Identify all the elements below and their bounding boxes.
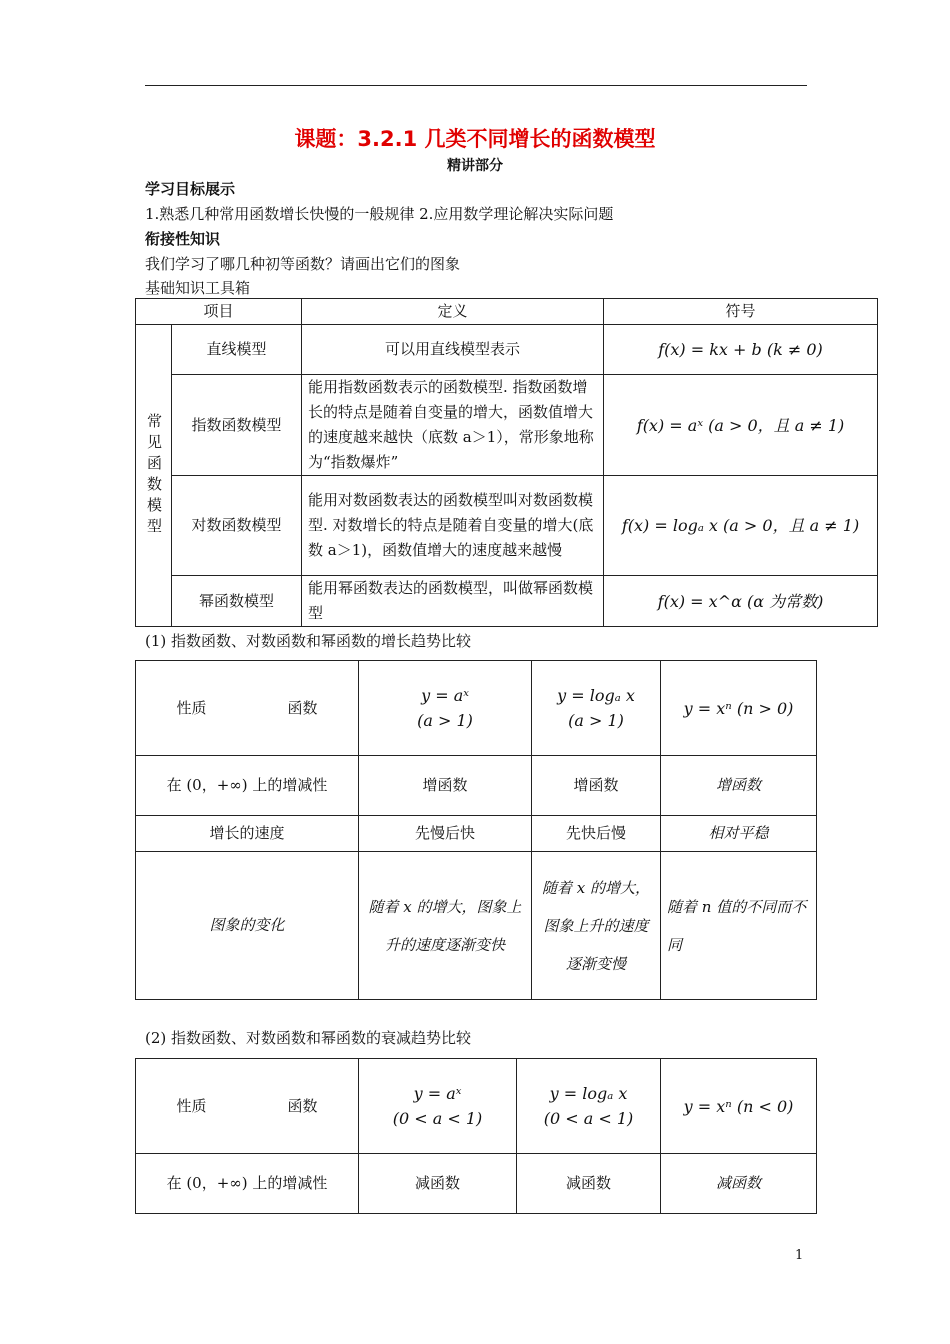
cell-exp: 增函数 [359,756,532,816]
group-label: 常见函数模型 [145,412,163,539]
models-table [135,298,878,627]
compare1-caption: (1) 指数函数、对数函数和幂函数的增长趋势比较 [145,632,472,650]
model-name: 指数函数模型 [172,375,302,476]
model-symbol: f(x) = kx + b (k ≠ 0) [604,325,878,375]
table-row [136,852,817,1000]
page-title: 课题：3.2.1 几类不同增长的函数模型 [294,127,656,151]
goals-heading: 学习目标展示 [145,180,236,198]
cell-power: 减函数 [661,1154,817,1214]
function-label: 函数 [287,698,318,717]
corner-cell [136,1059,359,1154]
group-label-cell [136,325,172,627]
header-exp [359,661,532,756]
header-symbol: 符号 [604,299,878,325]
table-row [136,476,878,576]
bridge-text: 我们学习了哪几种初等函数？请画出它们的图象 [145,255,461,273]
corner-cell [136,661,359,756]
cell-log: 先快后慢 [532,816,661,852]
cell-power: 增函数 [661,756,817,816]
exp-condition: (0 < a < 1) [392,1109,483,1128]
table-header-row [136,299,878,325]
cell-exp: 随着 x 的增大，图象上升的速度逐渐变快 [359,852,532,1000]
model-definition: 能用指数函数表示的函数模型. 指数函数增长的特点是随着自变量的增大，函数值增大的速度越来越快（底数 a＞1），常形象地称为“指数爆炸” [302,375,604,476]
model-name: 直线模型 [172,325,302,375]
cell-power: 相对平稳 [661,816,817,852]
header-rule [145,85,807,86]
exp-formula: y = aˣ [421,686,469,705]
table-row [136,325,878,375]
function-label: 函数 [287,1096,318,1115]
table-header-row [136,1059,817,1154]
model-symbol: f(x) = logₐ x (a > 0，且 a ≠ 1) [604,476,878,576]
page-subtitle: 精讲部分 [447,158,503,174]
table-row [136,576,878,627]
model-definition: 能用对数函数表达的函数模型叫对数函数模型. 对数增长的特点是随着自变量的增大(底数 a＞1)，函数值增大的速度越来越慢 [302,476,604,576]
row-label: 在 (0，+∞) 上的增减性 [136,756,359,816]
model-symbol: f(x) = x^α (α 为常数) [604,576,878,627]
log-formula: y = logₐ x [549,1084,628,1103]
log-condition: (0 < a < 1) [543,1109,634,1128]
header-log [517,1059,661,1154]
header-exp [359,1059,517,1154]
table-row [136,816,817,852]
cell-exp: 先慢后快 [359,816,532,852]
decay-compare-table [135,1058,817,1214]
row-label: 增长的速度 [136,816,359,852]
cell-log: 增函数 [532,756,661,816]
header-power: y = xⁿ (n < 0) [661,1059,817,1154]
header-definition: 定义 [302,299,604,325]
model-name: 幂函数模型 [172,576,302,627]
goals-text: 1.熟悉几种常用函数增长快慢的一般规律 2.应用数学理论解决实际问题 [145,205,614,223]
table-row [136,375,878,476]
row-label: 在 (0，+∞) 上的增减性 [136,1154,359,1214]
cell-log: 随着 x 的增大，图象上升的速度逐渐变慢 [532,852,661,1000]
page-number: 1 [795,1248,804,1263]
exp-formula: y = aˣ [413,1084,462,1103]
row-label: 图象的变化 [136,852,359,1000]
model-definition: 能用幂函数表达的函数模型，叫做幂函数模型 [302,576,604,627]
model-name: 对数函数模型 [172,476,302,576]
bridge-heading: 衔接性知识 [145,230,221,248]
property-label: 性质 [176,1096,207,1115]
table-header-row [136,661,817,756]
cell-exp: 减函数 [359,1154,517,1214]
log-formula: y = logₐ x [557,686,635,705]
header-item: 项目 [136,299,302,325]
model-definition: 可以用直线模型表示 [302,325,604,375]
header-log [532,661,661,756]
compare2-caption: (2) 指数函数、对数函数和幂函数的衰减趋势比较 [145,1029,472,1047]
toolbox-label: 基础知识工具箱 [145,279,251,297]
table-row [136,756,817,816]
model-symbol: f(x) = aˣ (a > 0，且 a ≠ 1) [604,375,878,476]
log-condition: (a > 1) [568,711,624,730]
table-row [136,1154,817,1214]
exp-condition: (a > 1) [417,711,473,730]
cell-power: 随着 n 值的不同而不同 [661,852,817,1000]
property-label: 性质 [176,698,207,717]
header-power: y = xⁿ (n > 0) [661,661,817,756]
cell-log: 减函数 [517,1154,661,1214]
growth-compare-table [135,660,817,1000]
